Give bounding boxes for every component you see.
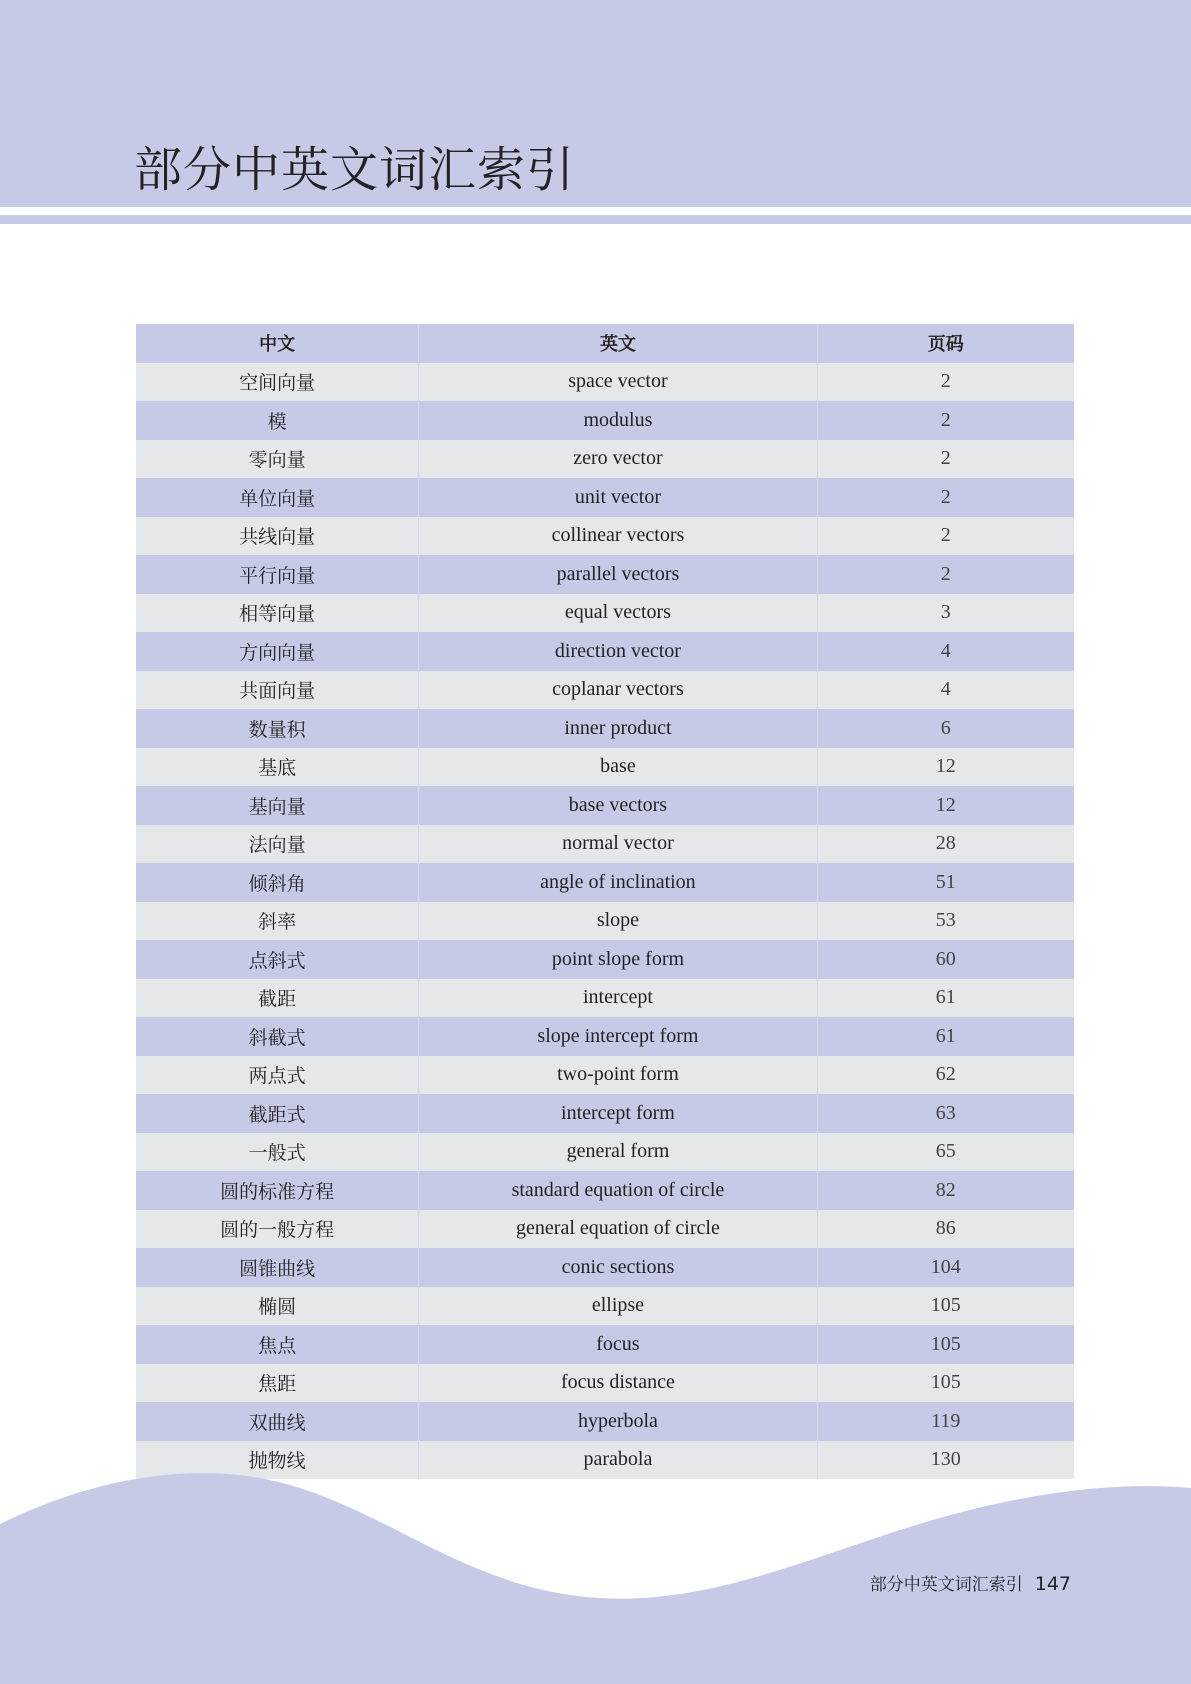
cell-page: 2: [817, 517, 1074, 556]
cell-page: 130: [817, 1441, 1074, 1480]
header-chinese: 中文: [136, 324, 419, 363]
cell-english: ellipse: [419, 1287, 817, 1326]
cell-english: equal vectors: [419, 594, 817, 633]
table-row: [136, 517, 1074, 556]
header-underline: [0, 215, 1191, 224]
cell-english: angle of inclination: [419, 863, 817, 902]
cell-chinese: 焦点: [136, 1325, 419, 1364]
cell-chinese: 共面向量: [136, 671, 419, 710]
cell-english: slope intercept form: [419, 1017, 817, 1056]
cell-chinese: 截距式: [136, 1094, 419, 1133]
table-row: [136, 979, 1074, 1018]
cell-chinese: 斜率: [136, 902, 419, 941]
cell-page: 63: [817, 1094, 1074, 1133]
cell-chinese: 基底: [136, 748, 419, 787]
cell-chinese: 共线向量: [136, 517, 419, 556]
table-header-row: [136, 324, 1074, 363]
cell-chinese: 数量积: [136, 709, 419, 748]
cell-page: 60: [817, 940, 1074, 979]
table-row: [136, 902, 1074, 941]
cell-english: modulus: [419, 401, 817, 440]
table-row: [136, 440, 1074, 479]
table-row: [136, 1248, 1074, 1287]
table-row: [136, 363, 1074, 402]
cell-chinese: 一般式: [136, 1133, 419, 1172]
cell-english: zero vector: [419, 440, 817, 479]
cell-chinese: 点斜式: [136, 940, 419, 979]
header-divider: [0, 207, 1191, 215]
cell-page: 2: [817, 401, 1074, 440]
cell-english: parabola: [419, 1441, 817, 1480]
cell-chinese: 圆锥曲线: [136, 1248, 419, 1287]
cell-page: 12: [817, 748, 1074, 787]
cell-page: 4: [817, 671, 1074, 710]
cell-chinese: 空间向量: [136, 363, 419, 402]
table-row: [136, 1287, 1074, 1326]
cell-page: 104: [817, 1248, 1074, 1287]
cell-page: 53: [817, 902, 1074, 941]
cell-english: unit vector: [419, 478, 817, 517]
table-row: [136, 786, 1074, 825]
cell-english: intercept form: [419, 1094, 817, 1133]
page-title: 部分中英文词汇索引: [134, 142, 576, 198]
table-row: [136, 863, 1074, 902]
cell-page: 51: [817, 863, 1074, 902]
vocabulary-index-table: [136, 324, 1074, 1479]
cell-page: 6: [817, 709, 1074, 748]
cell-chinese: 单位向量: [136, 478, 419, 517]
table-row: [136, 1017, 1074, 1056]
cell-english: focus: [419, 1325, 817, 1364]
table-row: [136, 1056, 1074, 1095]
cell-page: 61: [817, 979, 1074, 1018]
cell-english: normal vector: [419, 825, 817, 864]
table-row: [136, 594, 1074, 633]
cell-page: 12: [817, 786, 1074, 825]
cell-chinese: 法向量: [136, 825, 419, 864]
header-english: 英文: [419, 324, 817, 363]
cell-chinese: 两点式: [136, 1056, 419, 1095]
cell-chinese: 双曲线: [136, 1402, 419, 1441]
table-row: [136, 1402, 1074, 1441]
page-number: 147: [1034, 1573, 1071, 1595]
cell-english: focus distance: [419, 1364, 817, 1403]
cell-chinese: 零向量: [136, 440, 419, 479]
cell-page: 28: [817, 825, 1074, 864]
table-row: [136, 1210, 1074, 1249]
table-row: [136, 478, 1074, 517]
cell-chinese: 斜截式: [136, 1017, 419, 1056]
table-row: [136, 1133, 1074, 1172]
cell-chinese: 焦距: [136, 1364, 419, 1403]
table-row: [136, 401, 1074, 440]
cell-english: direction vector: [419, 632, 817, 671]
cell-english: general form: [419, 1133, 817, 1172]
cell-page: 2: [817, 440, 1074, 479]
cell-english: collinear vectors: [419, 517, 817, 556]
cell-english: two-point form: [419, 1056, 817, 1095]
table-row: [136, 940, 1074, 979]
table-row: [136, 1325, 1074, 1364]
cell-chinese: 相等向量: [136, 594, 419, 633]
table-row: [136, 709, 1074, 748]
cell-page: 105: [817, 1364, 1074, 1403]
table-row: [136, 1171, 1074, 1210]
header-page: 页码: [817, 324, 1074, 363]
cell-page: 2: [817, 363, 1074, 402]
table-row: [136, 555, 1074, 594]
table-row: [136, 632, 1074, 671]
cell-page: 61: [817, 1017, 1074, 1056]
footer-label: 部分中英文词汇索引: [869, 1575, 1023, 1595]
cell-chinese: 倾斜角: [136, 863, 419, 902]
cell-english: inner product: [419, 709, 817, 748]
cell-chinese: 模: [136, 401, 419, 440]
cell-page: 105: [817, 1287, 1074, 1326]
table-row: [136, 671, 1074, 710]
cell-page: 82: [817, 1171, 1074, 1210]
cell-page: 2: [817, 555, 1074, 594]
cell-chinese: 抛物线: [136, 1441, 419, 1480]
cell-english: coplanar vectors: [419, 671, 817, 710]
table-row: [136, 825, 1074, 864]
cell-english: hyperbola: [419, 1402, 817, 1441]
cell-english: intercept: [419, 979, 817, 1018]
table-row: [136, 1094, 1074, 1133]
cell-chinese: 圆的一般方程: [136, 1210, 419, 1249]
cell-page: 119: [817, 1402, 1074, 1441]
cell-english: space vector: [419, 363, 817, 402]
cell-page: 2: [817, 478, 1074, 517]
page-footer: [870, 1570, 1071, 1595]
cell-page: 86: [817, 1210, 1074, 1249]
cell-chinese: 圆的标准方程: [136, 1171, 419, 1210]
cell-chinese: 截距: [136, 979, 419, 1018]
cell-chinese: 平行向量: [136, 555, 419, 594]
cell-english: parallel vectors: [419, 555, 817, 594]
cell-chinese: 基向量: [136, 786, 419, 825]
cell-english: point slope form: [419, 940, 817, 979]
cell-page: 65: [817, 1133, 1074, 1172]
cell-english: general equation of circle: [419, 1210, 817, 1249]
cell-page: 105: [817, 1325, 1074, 1364]
cell-page: 62: [817, 1056, 1074, 1095]
cell-english: standard equation of circle: [419, 1171, 817, 1210]
table-row: [136, 748, 1074, 787]
cell-page: 4: [817, 632, 1074, 671]
cell-english: conic sections: [419, 1248, 817, 1287]
cell-english: base vectors: [419, 786, 817, 825]
cell-page: 3: [817, 594, 1074, 633]
cell-english: slope: [419, 902, 817, 941]
table-row: [136, 1364, 1074, 1403]
cell-english: base: [419, 748, 817, 787]
cell-chinese: 方向向量: [136, 632, 419, 671]
cell-chinese: 椭圆: [136, 1287, 419, 1326]
